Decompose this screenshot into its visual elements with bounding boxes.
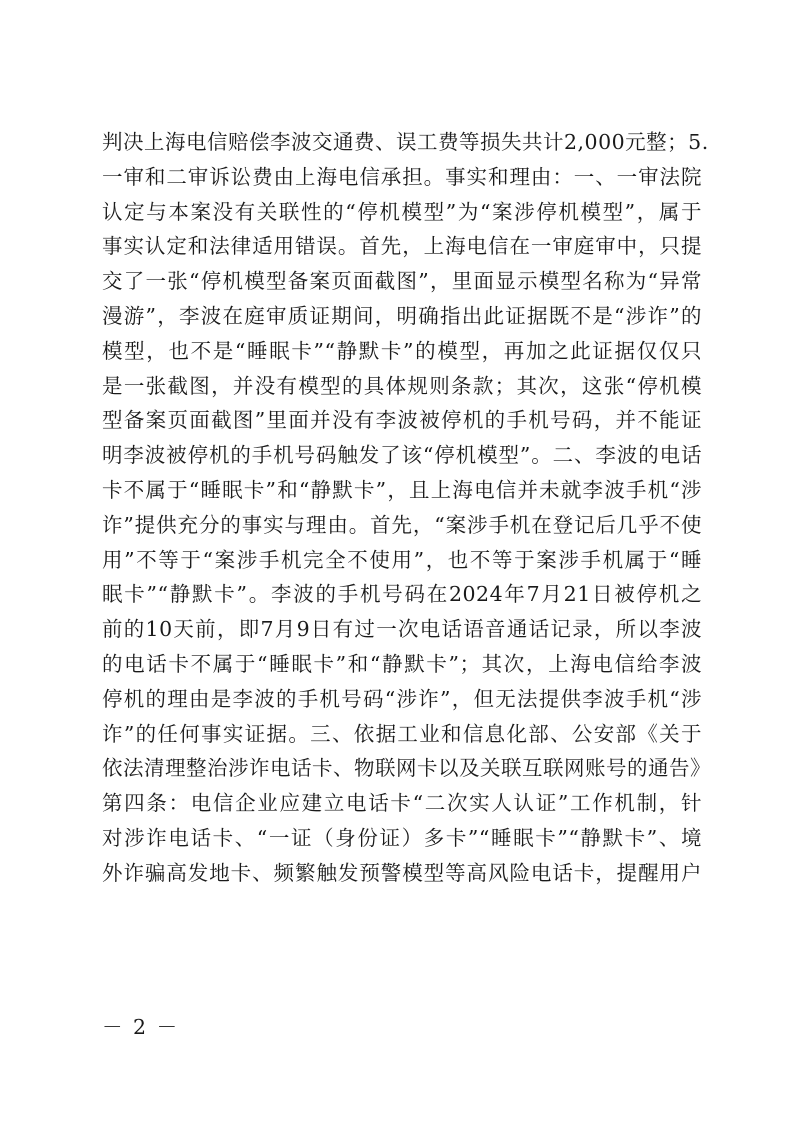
text-line: 型备案页面截图”里面并没有李波被停机的手机号码，并不能证 xyxy=(102,408,702,433)
text-line: 认定与本案没有关联性的“停机模型”为“案涉停机模型”，属于 xyxy=(102,199,702,224)
text-line: 卡不属于“睡眠卡”和“静默卡”，且上海电信并未就李波手机“涉 xyxy=(102,477,702,502)
text-line: 模型，也不是“睡眠卡”“静默卡”的模型，再加之此证据仅仅只 xyxy=(102,338,702,363)
body-text xyxy=(102,125,711,891)
text-line: 前的10天前，即7月9日有过一次电话语音通话记录，所以李波 xyxy=(102,617,702,642)
text-line: 的电话卡不属于“睡眠卡”和“静默卡”；其次，上海电信给李波 xyxy=(102,651,702,676)
text-line: 一审和二审诉讼费由上海电信承担。事实和理由：一、一审法院 xyxy=(102,164,702,189)
text-line: 漫游”，李波在庭审质证期间，明确指出此证据既不是“涉诈”的 xyxy=(102,303,702,328)
text-line: 外诈骗高发地卡、频繁触发预警模型等高风险电话卡，提醒用户 xyxy=(102,860,702,885)
text-line: 交了一张“停机模型备案页面截图”，里面显示模型名称为“异常 xyxy=(102,269,702,294)
text-line: 对涉诈电话卡、“一证（身份证）多卡”“睡眠卡”“静默卡”、境 xyxy=(102,825,702,850)
text-line: 诈”提供充分的事实与理由。首先，“案涉手机在登记后几乎不使 xyxy=(102,512,702,537)
text-line: 用”不等于“案涉手机完全不使用”，也不等于案涉手机属于“睡 xyxy=(102,547,702,572)
text-line: 是一张截图，并没有模型的具体规则条款；其次，这张“停机模 xyxy=(102,373,702,398)
text-line: 第四条：电信企业应建立电话卡“二次实人认证”工作机制，针 xyxy=(102,791,702,816)
text-line: 判决上海电信赔偿李波交通费、误工费等损失共计2,000元整；5. xyxy=(102,130,709,154)
text-line: 诈”的任何事实证据。三、依据工业和信息化部、公安部《关于 xyxy=(102,721,702,746)
text-line: 事实认定和法律适用错误。首先，上海电信在一审庭审中，只提 xyxy=(102,234,702,259)
text-line: 眠卡”“静默卡”。李波的手机号码在2024年7月21日被停机之 xyxy=(102,582,702,607)
text-line: 明李波被停机的手机号码触发了该“停机模型”。二、李波的电话 xyxy=(102,443,702,468)
page-number: － 2 － xyxy=(102,1015,180,1039)
text-line: 依法清理整治涉诈电话卡、物联网卡以及关联互联网账号的通告》 xyxy=(102,756,711,781)
text-line: 停机的理由是李波的手机号码“涉诈”，但无法提供李波手机“涉 xyxy=(102,686,702,711)
